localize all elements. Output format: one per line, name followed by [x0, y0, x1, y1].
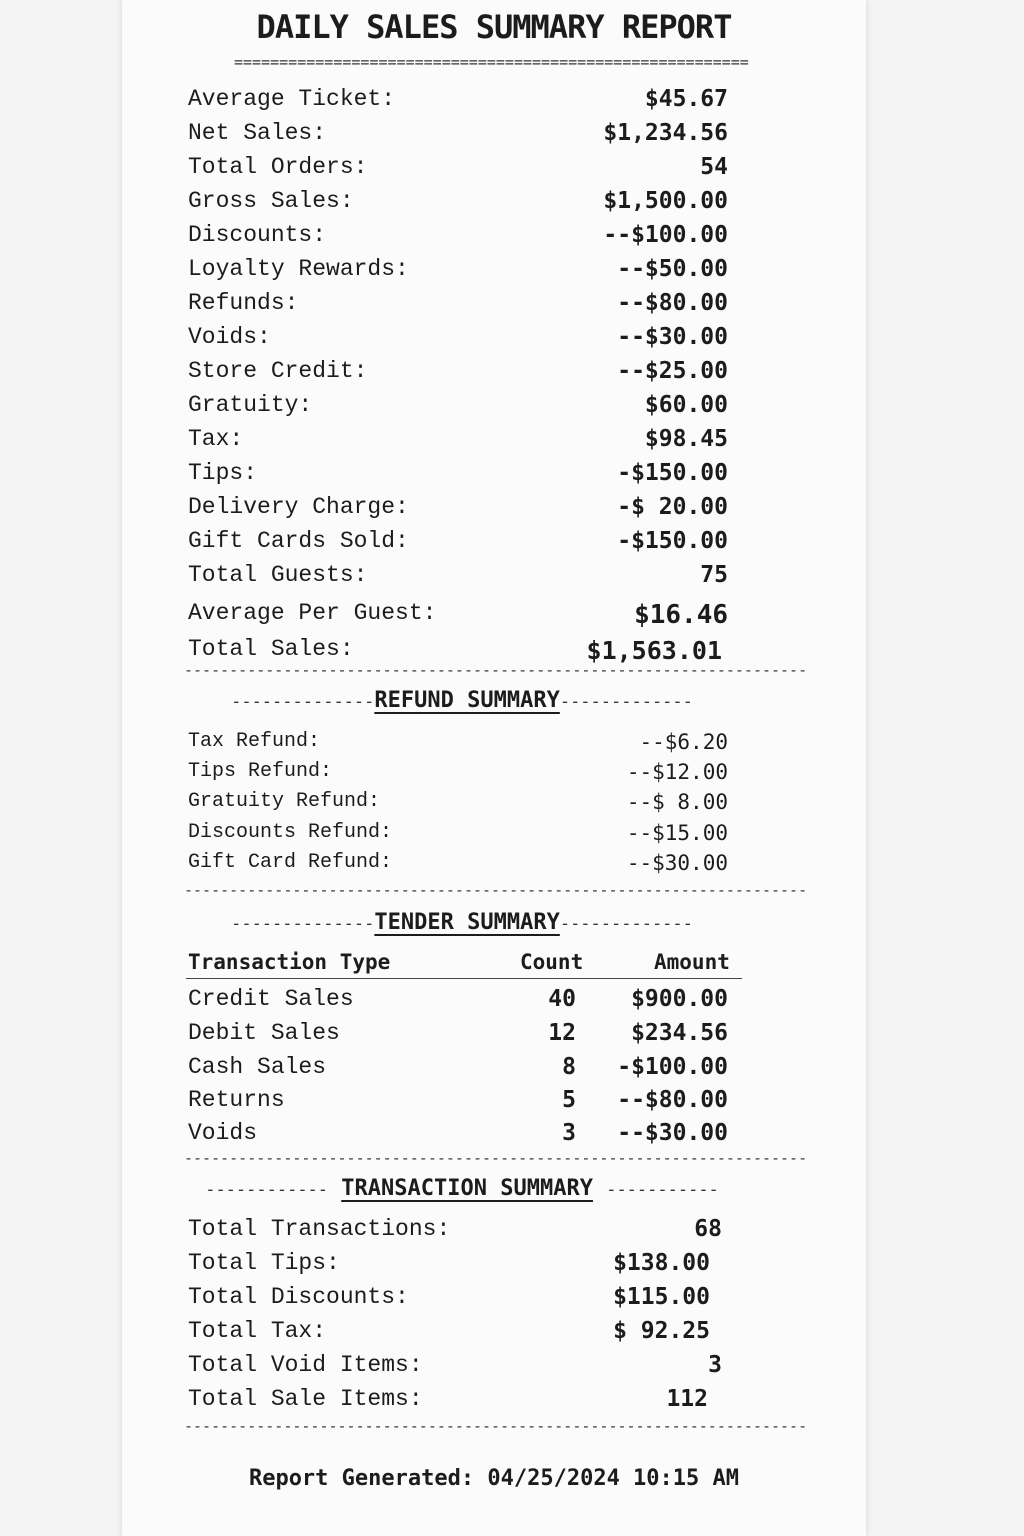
- summary-label: Total Orders:: [188, 154, 368, 180]
- column-header-type: Transaction Type: [188, 950, 391, 974]
- summary-value: $16.46: [634, 600, 728, 630]
- section-divider: ---------------------------------------------------------------------: [184, 1417, 808, 1435]
- heading-dash-right: -------------: [559, 914, 693, 934]
- summary-row: [188, 494, 728, 528]
- summary-value: $1,563.01: [586, 636, 722, 665]
- transaction-summary-value: $115.00: [613, 1284, 710, 1310]
- table-row: [188, 1054, 728, 1088]
- summary-value: -$150.00: [617, 528, 728, 554]
- summary-label: Gratuity:: [188, 392, 313, 418]
- summary-label: Net Sales:: [188, 120, 327, 146]
- table-row: [188, 1020, 728, 1054]
- summary-label: Average Per Guest:: [188, 600, 437, 626]
- summary-value: $1,500.00: [603, 188, 728, 214]
- transaction-summary-value: $138.00: [613, 1250, 710, 1276]
- summary-label: Total Guests:: [188, 562, 368, 588]
- table-header-rule: [186, 978, 742, 979]
- table-row: [188, 1087, 728, 1121]
- summary-label: Voids:: [188, 324, 271, 350]
- transaction-count: 40: [548, 986, 576, 1012]
- summary-label: Gift Cards Sold:: [188, 528, 409, 554]
- summary-label: Discounts:: [188, 222, 327, 248]
- summary-row: [188, 600, 728, 634]
- column-header-count: Count: [520, 950, 584, 974]
- transaction-summary-label: Total Tips:: [188, 1250, 340, 1276]
- refund-label: Discounts Refund:: [188, 821, 393, 844]
- transaction-type: Voids: [188, 1120, 258, 1146]
- summary-value: 54: [700, 154, 728, 180]
- summary-value: --$80.00: [617, 290, 728, 316]
- report-generated-timestamp: Report Generated: 04/25/2024 10:15 AM: [248, 1466, 740, 1491]
- transaction-summary-value: 112: [666, 1386, 708, 1412]
- refund-row: [188, 760, 728, 790]
- heading-dash-right: -------------: [559, 692, 693, 712]
- summary-label: Delivery Charge:: [188, 494, 409, 520]
- transaction-summary-title: TRANSACTION SUMMARY: [341, 1176, 593, 1201]
- summary-row: [188, 290, 728, 324]
- summary-value: -$150.00: [617, 460, 728, 486]
- summary-value: --$25.00: [617, 358, 728, 384]
- summary-row: [188, 426, 728, 460]
- summary-row: [188, 324, 728, 358]
- refund-summary-heading: [184, 688, 740, 718]
- table-row: [188, 986, 728, 1020]
- heading-dash-right: -----------: [606, 1180, 719, 1200]
- transaction-type: Returns: [188, 1087, 285, 1113]
- summary-label: Average Ticket:: [188, 86, 396, 112]
- refund-value: --$ 8.00: [626, 790, 728, 814]
- refund-label: Gift Card Refund:: [188, 851, 393, 874]
- heading-dash-left: --------------: [231, 914, 375, 934]
- refund-value: --$12.00: [626, 760, 728, 784]
- summary-label: Loyalty Rewards:: [188, 256, 409, 282]
- transaction-summary-label: Total Void Items:: [188, 1352, 423, 1378]
- summary-row: [188, 392, 728, 426]
- transaction-summary-row: [188, 1318, 722, 1352]
- transaction-count: 5: [562, 1087, 576, 1113]
- title-double-rule: =========================================================: [234, 53, 749, 71]
- summary-value: 75: [700, 562, 728, 588]
- receipt-paper: [122, 0, 866, 1536]
- column-header-amount: Amount: [654, 950, 730, 974]
- heading-dash-left: ------------: [205, 1180, 329, 1200]
- transaction-summary-heading: [184, 1176, 740, 1206]
- summary-label: Total Sales:: [188, 636, 354, 662]
- transaction-summary-label: Total Sale Items:: [188, 1386, 423, 1412]
- transaction-amount: -$100.00: [617, 1054, 728, 1080]
- summary-label: Tax:: [188, 426, 244, 452]
- refund-label: Tax Refund:: [188, 730, 321, 753]
- section-divider: ---------------------------------------------------------------------: [184, 1149, 808, 1167]
- transaction-type: Credit Sales: [188, 986, 354, 1012]
- section-divider: ---------------------------------------------------------------------: [184, 881, 808, 899]
- refund-value: --$6.20: [639, 730, 728, 754]
- summary-value: $98.45: [644, 426, 728, 452]
- transaction-amount: $900.00: [631, 986, 728, 1012]
- summary-row: [188, 154, 728, 188]
- summary-value: $45.67: [644, 86, 728, 112]
- refund-summary-title: REFUND SUMMARY: [374, 688, 560, 713]
- refund-row: [188, 851, 728, 881]
- summary-row: [188, 528, 728, 562]
- transaction-summary-row: [188, 1386, 722, 1420]
- transaction-count: 8: [562, 1054, 576, 1080]
- transaction-summary-label: Total Tax:: [188, 1318, 327, 1344]
- summary-row: [188, 222, 728, 256]
- summary-row: [188, 86, 728, 120]
- transaction-amount: --$80.00: [617, 1087, 728, 1113]
- transaction-summary-label: Total Discounts:: [188, 1284, 409, 1310]
- refund-value: --$30.00: [626, 851, 728, 875]
- transaction-amount: $234.56: [631, 1020, 728, 1046]
- refund-label: Tips Refund:: [188, 760, 333, 783]
- section-divider: ---------------------------------------------------------------------: [184, 661, 808, 679]
- transaction-type: Cash Sales: [188, 1054, 327, 1080]
- transaction-summary-value: 3: [708, 1352, 722, 1378]
- summary-label: Store Credit:: [188, 358, 368, 384]
- transaction-type: Debit Sales: [188, 1020, 340, 1046]
- heading-dash-left: --------------: [231, 692, 375, 712]
- tender-summary-title: TENDER SUMMARY: [374, 910, 560, 935]
- summary-value: $60.00: [644, 392, 728, 418]
- summary-label: Refunds:: [188, 290, 299, 316]
- summary-row: [188, 188, 728, 222]
- transaction-summary-label: Total Transactions:: [188, 1216, 451, 1242]
- refund-label: Gratuity Refund:: [188, 790, 381, 813]
- refund-row: [188, 790, 728, 820]
- summary-row: [188, 358, 728, 392]
- transaction-summary-row: [188, 1284, 722, 1318]
- summary-label: Tips:: [188, 460, 258, 486]
- summary-row: [188, 256, 728, 290]
- transaction-summary-row: [188, 1216, 722, 1250]
- summary-row: [188, 562, 728, 596]
- tender-summary-heading: [184, 910, 740, 940]
- refund-row: [188, 730, 728, 760]
- report-title: DAILY SALES SUMMARY REPORT: [256, 8, 732, 46]
- summary-label: Gross Sales:: [188, 188, 354, 214]
- transaction-summary-row: [188, 1250, 722, 1284]
- refund-row: [188, 821, 728, 851]
- transaction-amount: --$30.00: [617, 1120, 728, 1146]
- transaction-summary-value: 68: [694, 1216, 722, 1242]
- transaction-summary-row: [188, 1352, 722, 1386]
- summary-value: $1,234.56: [603, 120, 728, 146]
- summary-value: --$50.00: [617, 256, 728, 282]
- summary-row: [188, 120, 728, 154]
- summary-value: --$100.00: [603, 222, 728, 248]
- transaction-count: 12: [548, 1020, 576, 1046]
- transaction-summary-value: $ 92.25: [613, 1318, 710, 1344]
- summary-value: --$30.00: [617, 324, 728, 350]
- refund-value: --$15.00: [626, 821, 728, 845]
- summary-value: -$ 20.00: [617, 494, 728, 520]
- transaction-count: 3: [562, 1120, 576, 1146]
- summary-row: [188, 460, 728, 494]
